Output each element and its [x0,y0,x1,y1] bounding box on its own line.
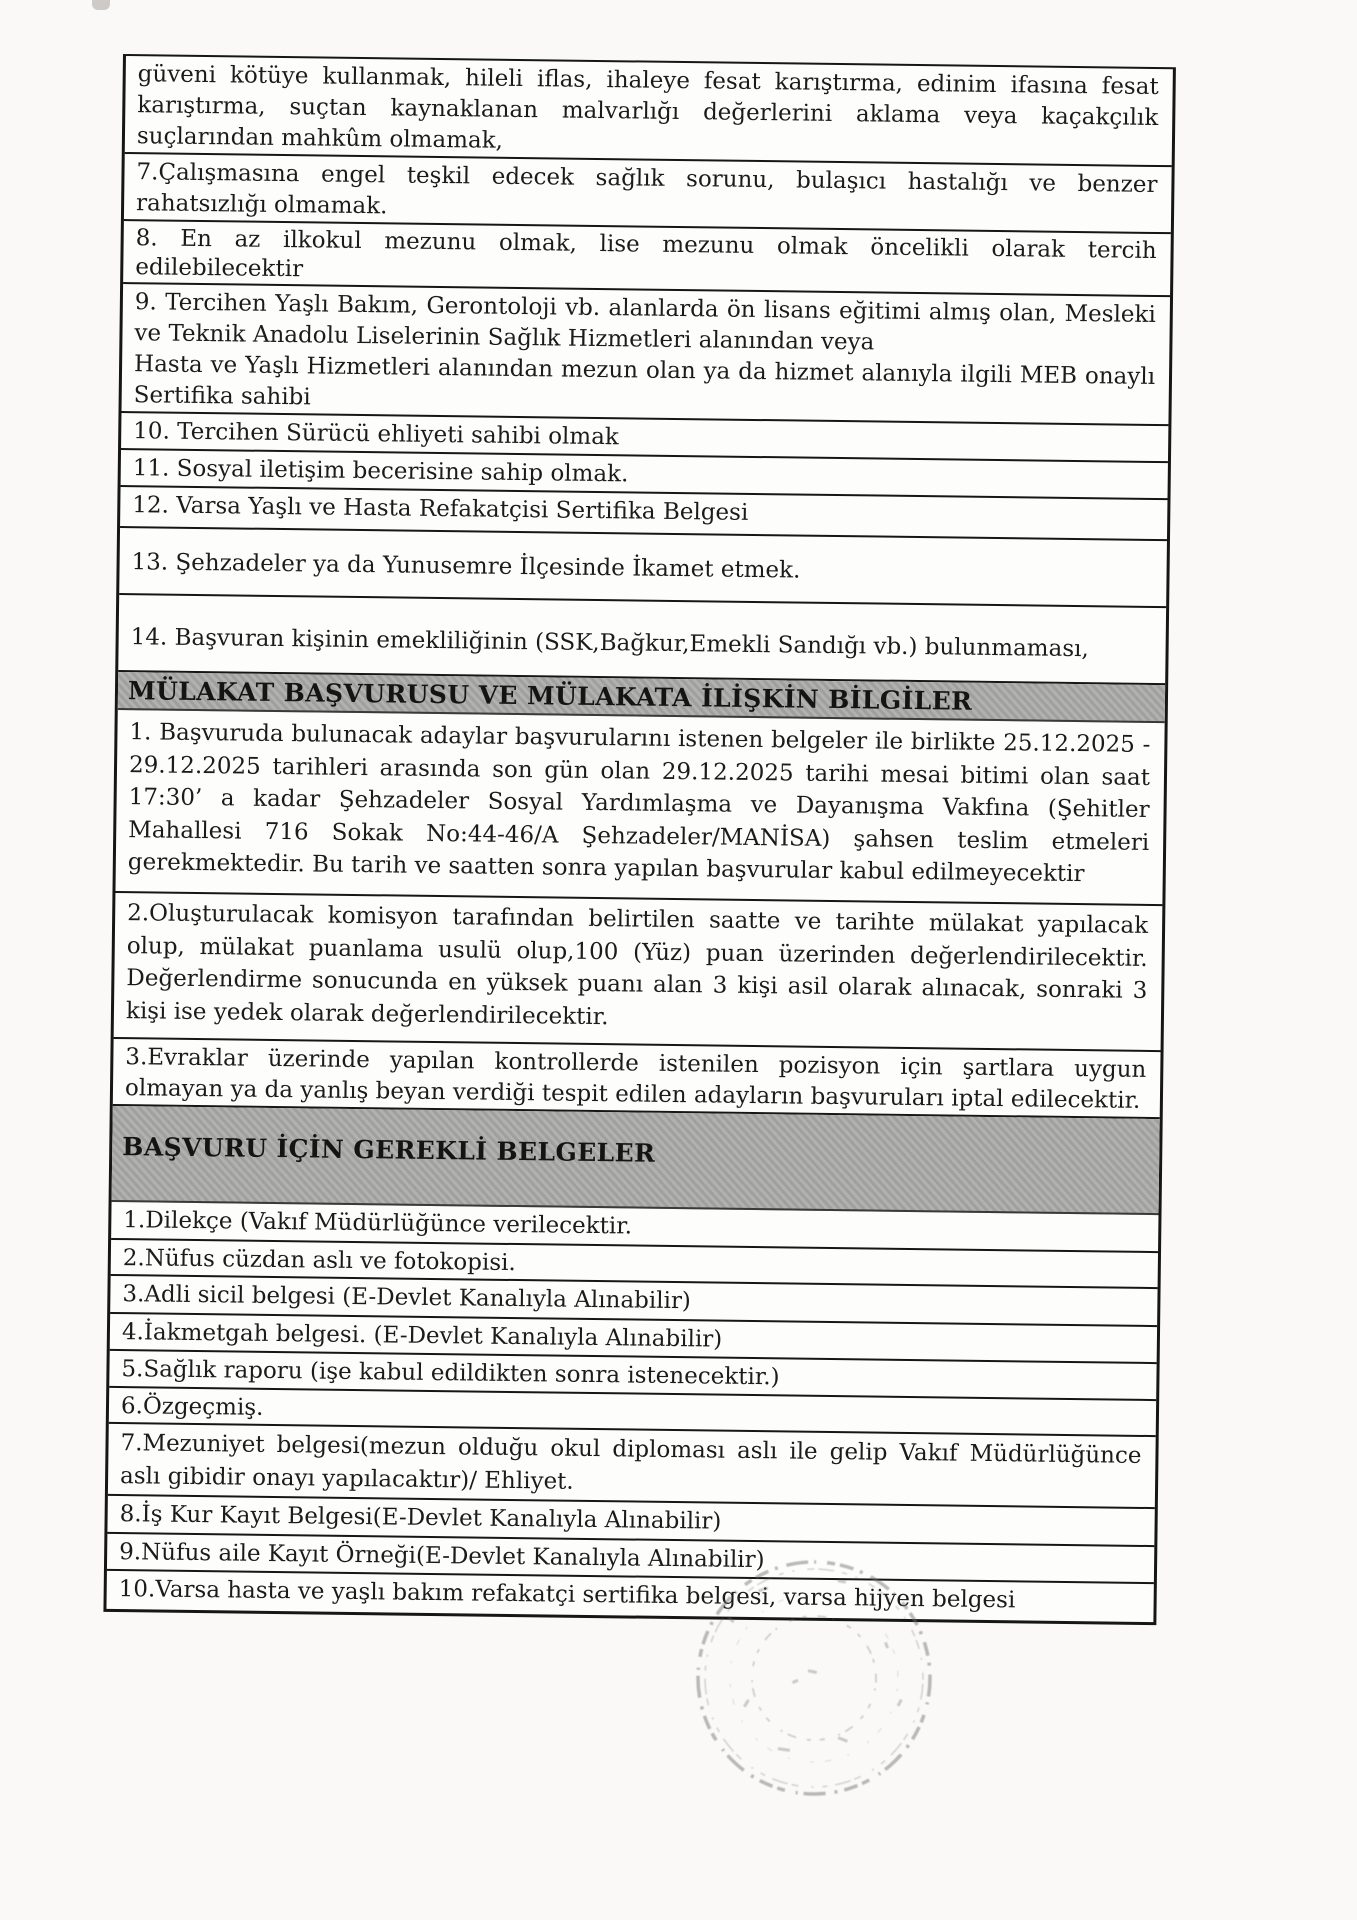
table-row: 8.İş Kur Kayıt Belgesi(E-Devlet Kanalıyla Alınabilir) [107,1496,1154,1547]
section-header-documents: BAŞVURU İÇİN GEREKLİ BELGELER [112,1106,1160,1215]
table-row: 7.Mezuniyet belgesi(mezun olduğu okul diploması aslı ile gelip Vakıf Müdürlüğünce aslı gibidir onayı yapılacaktır)/ Ehliyet. [108,1424,1156,1509]
table-row: 10. Tercihen Sürücü ehliyeti sahibi olmak [121,413,1168,463]
section-header-interview: MÜLAKAT BAŞVURUSU VE MÜLAKATA İLİŞKİN BİLGİLER [118,672,1165,723]
table-row: 6.Özgeçmiş. [109,1388,1156,1437]
notice-table [103,54,1175,1625]
table-row: 10.Varsa hasta ve yaşlı bakım refakatçi sertifika belgesi, varsa hijyen belgesi [118,1576,1016,1614]
scan-artifact [92,0,110,10]
table-row: 9.Nüfus aile Kayıt Örneği(E-Devlet Kanalıyla Alınabilir) [107,1534,1154,1584]
table-row: 7.Çalışmasına engel teşkil edecek sağlık sorunu, bulaşıcı hastalığı ve benzer rahatsızlığı olmamak. [124,154,1172,234]
table-row: 8. En az ilkokul mezunu olmak, lise mezunu olmak öncelikli olarak tercih edilebilecektir [123,221,1171,297]
table-row: 5.Sağlık raporu (işe kabul edildikten sonra istenecektir.) [109,1351,1156,1401]
table-row: 1.Dilekçe (Vakıf Müdürlüğünce verilecektir. [111,1202,1158,1253]
table-row: 3.Evraklar üzerinde yapılan kontrollerde istenilen pozisyon için şartlara uygun olmayan ya da yanlış beyan verdiği tespit edilen adayların başvuruları iptal edilecektir. [113,1039,1161,1119]
table-row: 2.Oluşturulacak komisyon tarafından belirtilen saatte ve tarihte mülakat yapılacak olup, mülakat puanlama usulü olup,100 (Yüz) puan üzerinden değerlendirilecektir. Değerlendirme sonucunda en yüksek puanı alan 3 kişi asil olarak alınacak, sonraki 3 kişi ise yedek olarak değerlendirilecektir. [114,893,1163,1052]
table-row: 11. Sosyal iletişim becerisine sahip olmak. [121,450,1168,500]
table-row: 12. Varsa Yaşlı ve Hasta Refakatçisi Sertifika Belgesi [120,487,1167,541]
table-row: 1. Başvuruda bulunacak adaylar başvurularını istenen belgeler ile birlikte 25.12.2025 - 29.12.2025 tarihleri arasında son gün olan 29.12.2025 tarihi mesai bitimi olan saat 17:30’ a kadar Şehzadeler Sosyal Yardımlaşma ve Dayanışma Vakfına (Şehitler Mahallesi 716 Sokak No:44-46/A Şehzadeler/MANİSA) şahsen teslim etmeleri gerekmektedir. Bu tarih ve saatten sonra yapılan başvurular kabul edilmeyecektir [115,710,1164,906]
table-row: 4.İakmetgah belgesi. (E-Devlet Kanalıyla Alınabilir) [110,1314,1157,1364]
table-row: 2.Nüfus cüzdan aslı ve fotokopisi. [111,1240,1158,1289]
table-row: 14. Başvuran kişinin emekliliğinin (SSK,Bağkur,Emekli Sandığı vb.) bulunmaması, [118,595,1166,685]
table-row: 13. Şehzadeler ya da Yunusemre İlçesinde İkamet etmek. [119,528,1167,608]
table-row: 9. Tercihen Yaşlı Bakım, Gerontoloji vb. alanlarda ön lisans eğitimi almış olan, Mesleki ve Teknik Anadolu Liselerinin Sağlık Hizmetleri alanından veya Hasta ve Yaşlı Hizmetleri alanından mezun olan ya da hizmet alanıyla ilgili MEB onaylı Sertifika sahibi [121,284,1170,426]
round-ink-stamp-icon [688,1552,940,1804]
table-row: 3.Adli sicil belgesi (E-Devlet Kanalıyla Alınabilir) [110,1276,1157,1327]
table-row: güveni kötüye kullanmak, hileli iflas, ihaleye fesat karıştırma, edinim ifasına fesat karıştırma, suçtan kaynaklanan malvarlığı değerlerini aklama veya kaçakçılık suçlarından mahkûm olmamak, [125,56,1173,167]
